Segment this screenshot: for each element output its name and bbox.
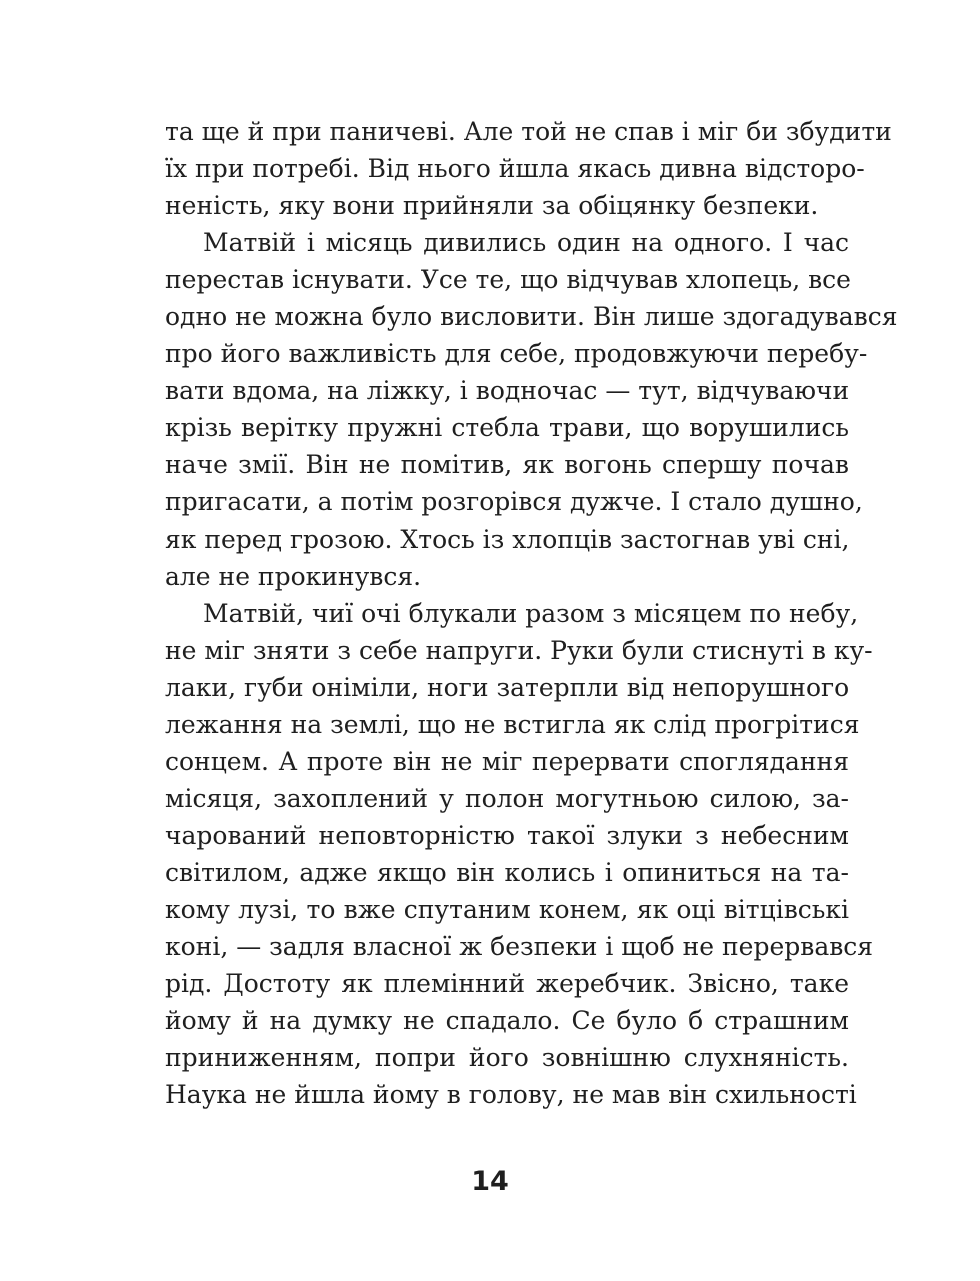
text-line: їх при потребі. Від нього йшла якась дивна відсторо- — [165, 154, 865, 184]
text-line: світилом, адже якщо він колись і опиниться на та- — [165, 857, 849, 887]
text-line: кому лузі, то вже спутаним конем, як оці вітцівські — [165, 894, 849, 924]
text-line: рід. Достоту як племінний жеребчик. Звісно, таке — [165, 969, 849, 999]
text-line: перестав існувати. Усе те, що відчував хлопець, все — [165, 265, 851, 295]
text-line: пригасати, а потім розгорівся дужче. І стало душно, — [165, 487, 863, 517]
text-line: лежання на землі, що не встигла як слід прогрітися — [165, 709, 860, 739]
text-line: йому й на думку не спадало. Се було б страшним — [165, 1006, 849, 1036]
text-line: вати вдома, на ліжку, і водночас — тут, відчуваючи — [165, 376, 850, 406]
body-text — [165, 113, 898, 1113]
page-number: 14 — [471, 1166, 509, 1197]
text-line: як перед грозою. Хтось із хлопців застогнав уві сні, — [165, 524, 850, 554]
text-line: але не прокинувся. — [165, 561, 422, 591]
paragraph — [165, 224, 898, 594]
text-line: приниженням, попри його зовнішню слухняність. — [165, 1043, 849, 1073]
text-line: неність, яку вони прийняли за обіцянку безпеки. — [165, 191, 819, 221]
text-line: чарований неповторністю такої злуки з небесним — [165, 820, 849, 850]
text-line: Наука не йшла йому в голову, не мав він схильності — [165, 1080, 857, 1110]
text-line: лаки, губи оніміли, ноги затерпли від непорушного — [165, 672, 850, 702]
text-line: Матвій і місяць дивились один на одного. І час — [203, 228, 849, 258]
text-line: Матвій, чиї очі блукали разом з місяцем по небу, — [203, 598, 859, 628]
text-line: одно не можна було висловити. Він лише здогадувався — [165, 302, 898, 332]
text-line: не міг зняти з себе напруги. Руки були стиснуті в ку- — [165, 635, 873, 665]
text-line: наче змії. Він не помітив, як вогонь спершу почав — [165, 450, 849, 480]
text-line: коні, — задля власної ж безпеки і щоб не перервався — [165, 932, 874, 962]
text-line: крізь верітку пружні стебла трави, що ворушились — [165, 413, 849, 443]
text-line: сонцем. А проте він не міг перервати споглядання — [165, 746, 849, 776]
text-line: та ще й при паничеві. Але той не спав і міг би збудити — [165, 117, 892, 146]
paragraph — [165, 595, 874, 1114]
text-line: місяця, захоплений у полон могутньою силою, за- — [165, 783, 849, 813]
paragraph — [165, 113, 892, 224]
text-line: про його важливість для себе, продовжуючи перебу- — [165, 339, 868, 369]
